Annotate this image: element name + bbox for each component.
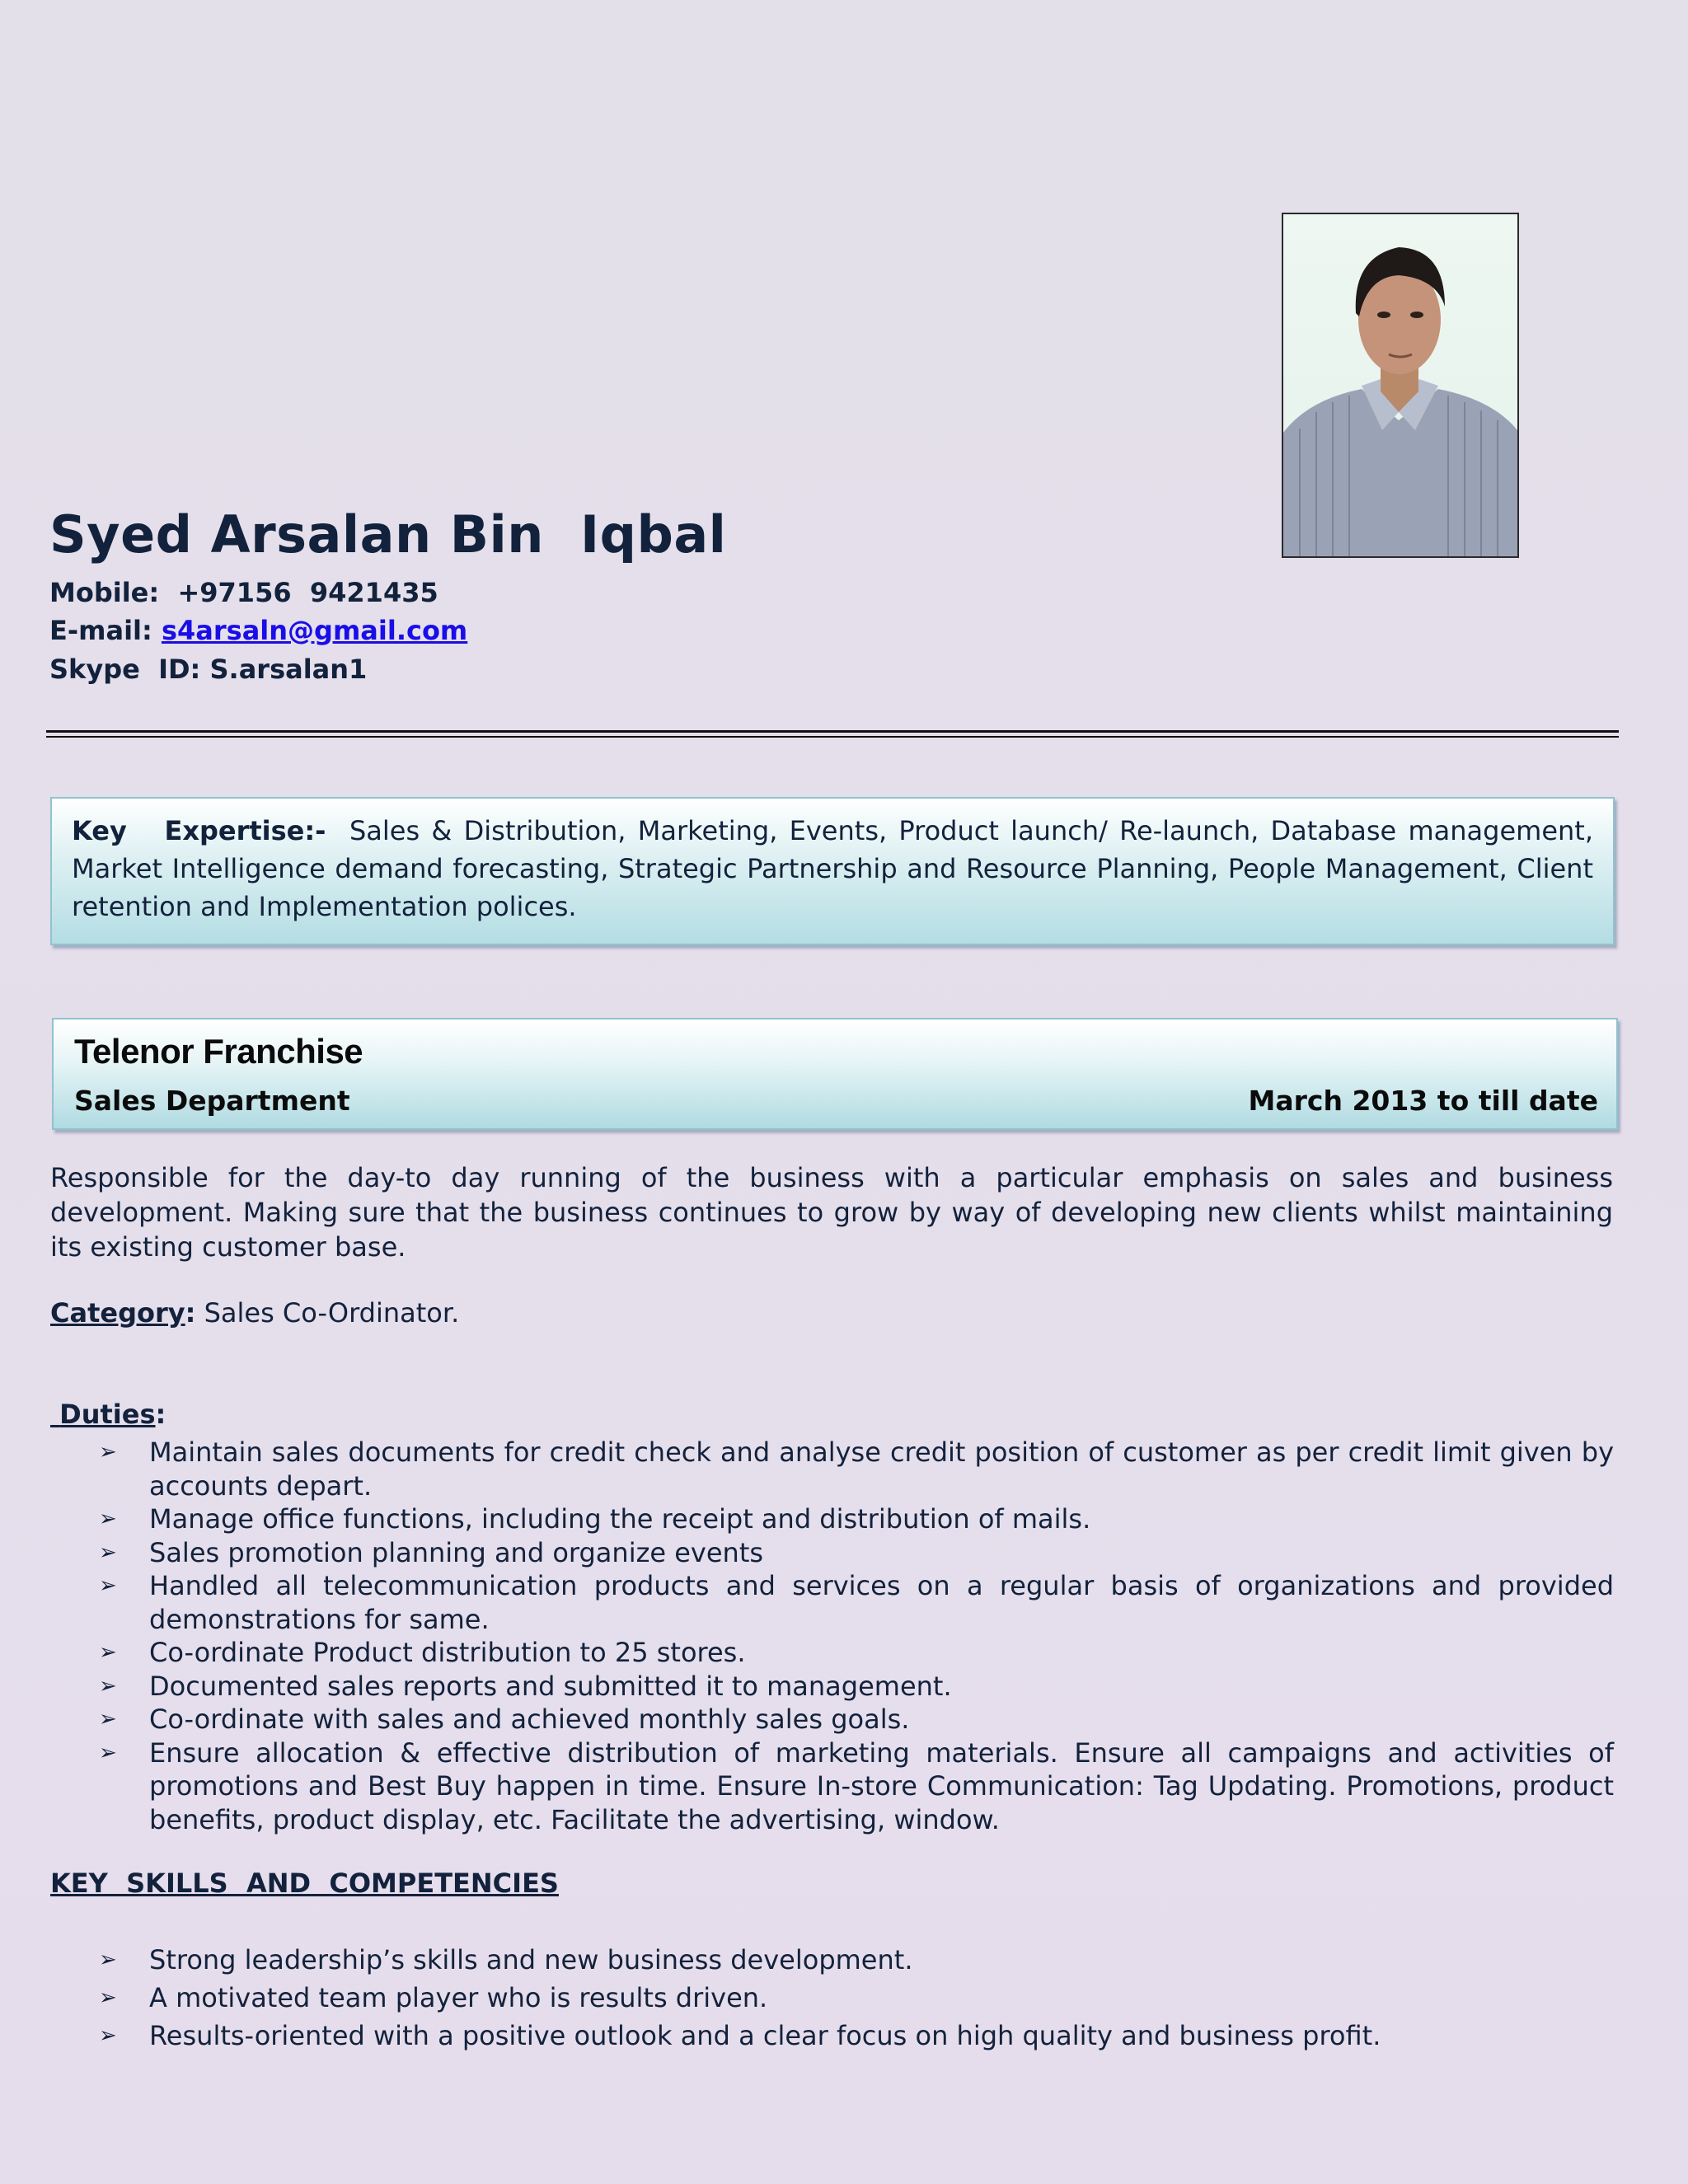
company-name: Telenor Franchise — [74, 1032, 363, 1071]
category-label: Category — [50, 1297, 185, 1329]
list-item: ➢ Ensure allocation & effective distribution of marketing materials. Ensure all campaigns and activities of promotions and Best Buy happen in time. Ensure In-store Communication: Tag Updating. Promotions, product benefits, product display, etc. Facilitate the advertising, window. — [99, 1736, 1614, 1835]
key-expertise-box — [50, 797, 1615, 945]
arrowhead-bullet-icon: ➢ — [99, 1673, 117, 1699]
header-divider — [46, 730, 1619, 733]
arrowhead-bullet-icon: ➢ — [99, 1985, 117, 2010]
header-divider-double — [46, 736, 1619, 738]
arrowhead-bullet-icon: ➢ — [99, 1573, 117, 1598]
mobile-number: +97156 9421435 — [177, 577, 438, 608]
arrowhead-bullet-icon: ➢ — [99, 1540, 117, 1565]
list-item: ➢ Co-ordinate Product distribution to 25 stores. — [99, 1637, 746, 1668]
category-value: Sales Co-Ordinator. — [204, 1297, 460, 1329]
email-line — [49, 615, 467, 646]
skype-label: Skype ID: — [49, 654, 201, 685]
arrowhead-bullet-icon: ➢ — [99, 1707, 117, 1732]
list-item: ➢ Co-ordinate with sales and achieved monthly sales goals. — [99, 1704, 910, 1735]
arrowhead-bullet-icon: ➢ — [99, 1507, 117, 1531]
list-item: ➢ Documented sales reports and submitted it to management. — [99, 1670, 952, 1702]
candidate-name: Syed Arsalan Bin Iqbal — [49, 504, 727, 565]
list-item: ➢ Strong leadership’s skills and new business development. — [99, 1941, 1614, 1979]
department: Sales Department — [74, 1085, 350, 1117]
arrowhead-bullet-icon: ➢ — [99, 1640, 117, 1665]
skype-line — [49, 654, 367, 685]
category-line: Category: Sales Co-Ordinator. — [50, 1297, 460, 1329]
skills-heading: KEY SKILLS AND COMPETENCIES — [50, 1868, 559, 1899]
duties-list — [99, 1436, 1614, 1836]
email-link[interactable]: s4arsaln@gmail.com — [161, 615, 468, 646]
key-expertise-text: Sales & Distribution, Marketing, Events, Product launch/ Re-launch, Database management, Market Intelligence demand forecasting, Strategic Partnership and Resource Planning, People Management, Client retention and Implementation polices. — [72, 815, 1594, 922]
list-item: ➢ Manage office functions, including the receipt and distribution of mails. — [99, 1503, 1091, 1535]
list-item: ➢ Maintain sales documents for credit check and analyse credit position of customer as per credit limit given by accounts depart. — [99, 1436, 1614, 1502]
duties-label: Duties — [59, 1399, 156, 1430]
key-expertise-label: Key Expertise:- — [72, 815, 326, 846]
arrowhead-bullet-icon: ➢ — [99, 1740, 117, 1765]
duties-heading: Duties: — [59, 1399, 166, 1430]
job-description: Responsible for the day-to day running of the business with a particular emphasis on sales and business development. Making sure that the business continues to grow by way of developing new clients whilst maintaining its existing customer base. — [50, 1162, 1613, 1263]
list-item: ➢ Results-oriented with a positive outlook and a clear focus on high quality and business profit. — [99, 2017, 1614, 2055]
mobile-label: Mobile: — [49, 577, 160, 608]
skills-list — [99, 1941, 1614, 2055]
person-portrait-icon — [1283, 214, 1517, 556]
email-label: E-mail: — [49, 615, 152, 646]
list-item: ➢ A motivated team player who is results driven. — [99, 1979, 1614, 2017]
job-dates: March 2013 to till date — [1248, 1085, 1598, 1117]
profile-photo — [1282, 213, 1519, 558]
mobile-line — [49, 577, 438, 608]
list-item: ➢ Sales promotion planning and organize events — [99, 1536, 764, 1568]
arrowhead-bullet-icon: ➢ — [99, 1440, 117, 1465]
skype-id: S.arsalan1 — [209, 654, 368, 685]
arrowhead-bullet-icon: ➢ — [99, 2023, 117, 2048]
list-item: ➢ Handled all telecommunication products and services on a regular basis of organizations and provided demonstrations for same. — [99, 1570, 1614, 1635]
arrowhead-bullet-icon: ➢ — [99, 1947, 117, 1972]
